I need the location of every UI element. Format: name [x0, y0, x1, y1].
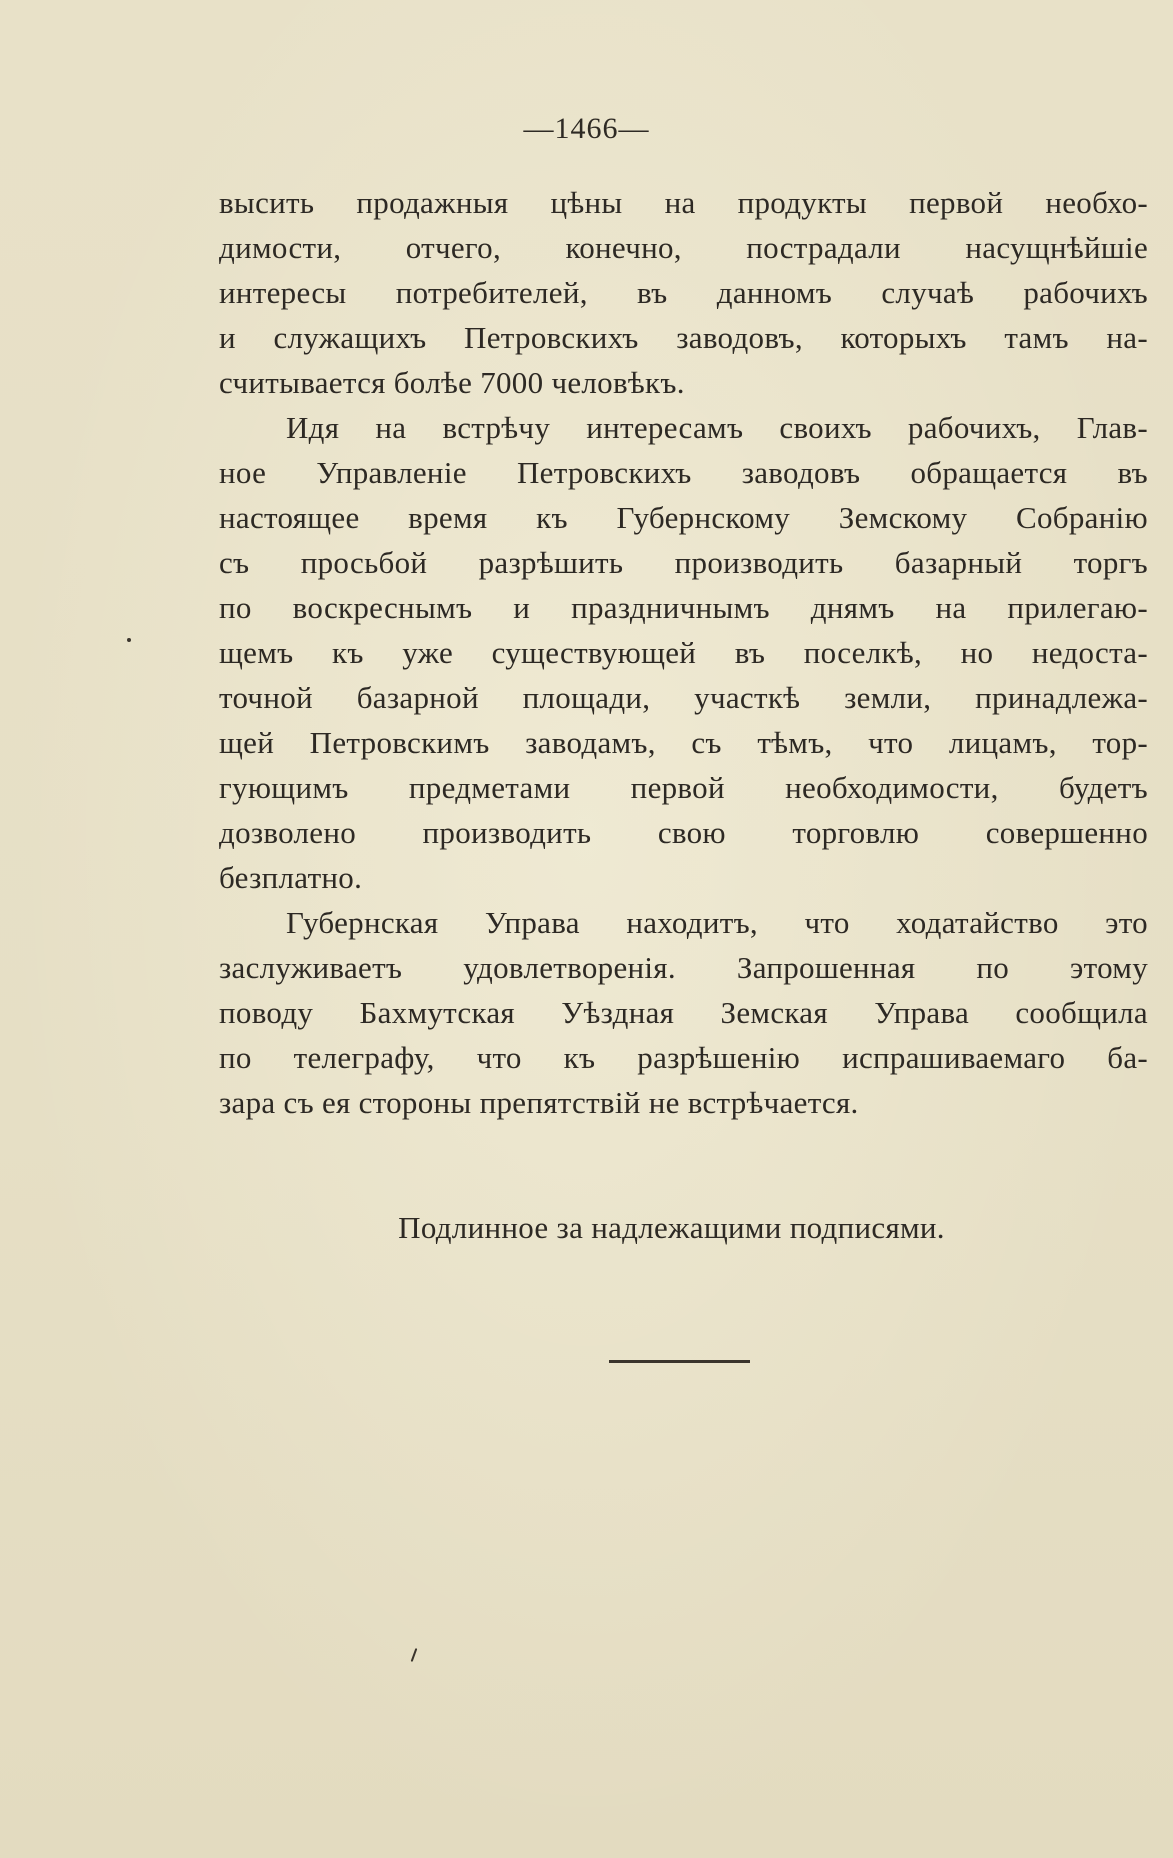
text-line: по телеграфу, что къ разрѣшенію испрашиваемаго ба-	[219, 1040, 1148, 1075]
text-line: ное Управленіе Петровскихъ заводовъ обращается въ	[219, 455, 1148, 490]
paragraph-2	[219, 405, 1148, 900]
text-line: интересы потребителей, въ данномъ случаѣ рабочихъ	[219, 275, 1148, 310]
text-line: съ просьбой разрѣшить производить базарный торгъ	[219, 545, 1148, 580]
text-line: по воскреснымъ и праздничнымъ днямъ на прилегаю-	[219, 590, 1148, 625]
text-line: поводу Бахмутская Уѣздная Земская Управа сообщила	[219, 995, 1148, 1030]
text-line: высить продажныя цѣны на продукты первой необхо-	[219, 185, 1148, 220]
text-line: безплатно.	[219, 860, 363, 895]
text-line: щей Петровскимъ заводамъ, съ тѣмъ, что лицамъ, тор-	[219, 725, 1148, 760]
page-number: —1466—	[523, 112, 650, 145]
signature-text: Подлинное за надлежащими подписями.	[398, 1210, 945, 1245]
closing-rule	[609, 1360, 750, 1363]
ink-speck	[411, 1648, 418, 1662]
signature-note	[0, 1210, 1173, 1246]
text-line: димости, отчего, конечно, пострадали насущнѣйшіе	[219, 230, 1148, 265]
text-line: Идя на встрѣчу интересамъ своихъ рабочихъ, Глав-	[286, 410, 1148, 445]
body-text	[219, 180, 1148, 1125]
text-line: гующимъ предметами первой необходимости, будетъ	[219, 770, 1148, 805]
text-line: заслуживаетъ удовлетворенія. Запрошенная по этому	[219, 950, 1148, 985]
text-line: дозволено производить свою торговлю совершенно	[219, 815, 1148, 850]
text-line: точной базарной площади, участкѣ земли, принадлежа-	[219, 680, 1148, 715]
text-line: считывается болѣе 7000 человѣкъ.	[219, 365, 685, 400]
ink-speck	[127, 638, 131, 642]
paragraph-1	[219, 180, 1148, 405]
paragraph-3	[219, 900, 1148, 1125]
text-line: зара съ ея стороны препятствій не встрѣчается.	[219, 1085, 859, 1120]
text-line: и служащихъ Петровскихъ заводовъ, которыхъ тамъ на-	[219, 320, 1148, 355]
text-line: щемъ къ уже существующей въ поселкѣ, но недоста-	[219, 635, 1148, 670]
text-line: Губернская Управа находитъ, что ходатайство это	[286, 905, 1148, 940]
text-line: настоящее время къ Губернскому Земскому Собранію	[219, 500, 1148, 535]
